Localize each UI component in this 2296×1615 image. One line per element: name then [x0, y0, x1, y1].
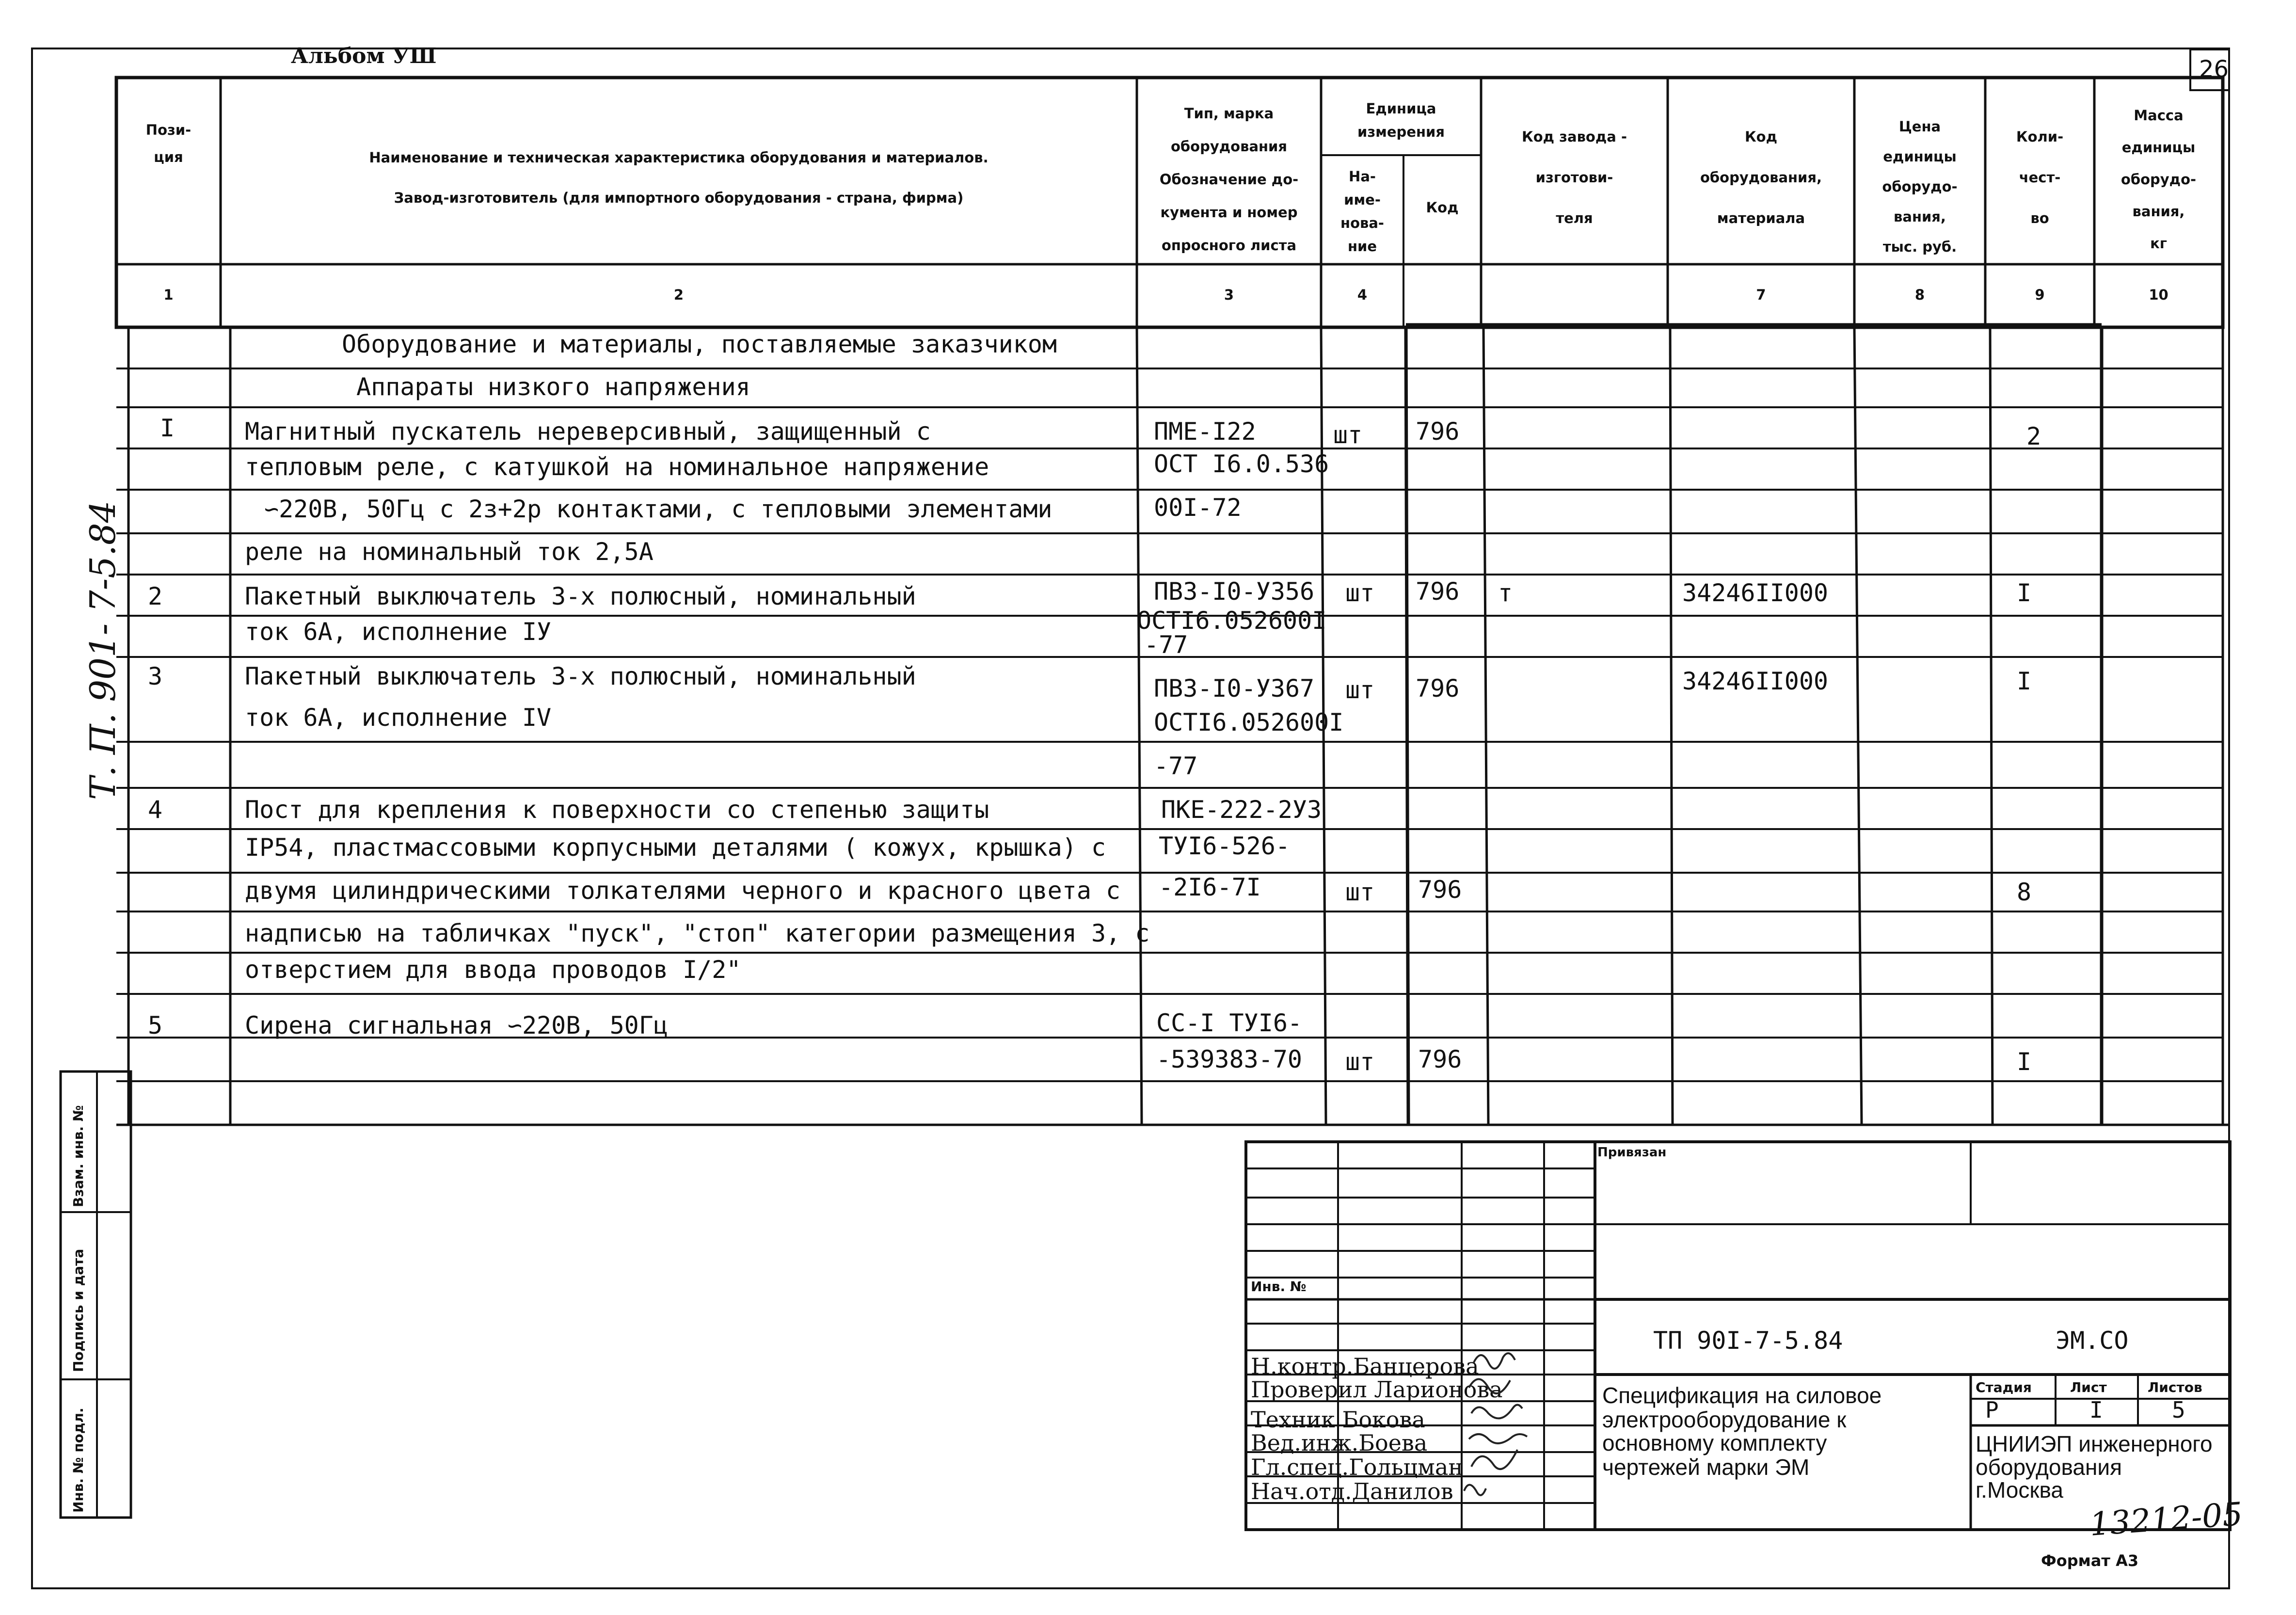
stamp-person-6: Нач.отд.Данилов	[1251, 1478, 1453, 1504]
stamp-title-line2: электрооборудование к	[1602, 1407, 1847, 1432]
row4-type2: ТУI6-526-	[1159, 832, 1290, 860]
row3-line2: ток 6А, исполнение IV	[245, 704, 552, 732]
row4-type1: ПКЕ-222-2УЗ	[1161, 796, 1322, 824]
stamp-doc-code: ТП 90I-7-5.84	[1653, 1327, 1843, 1355]
stamp-title-line1: Спецификация на силовое	[1602, 1383, 1882, 1408]
col-number-4: 4	[1357, 287, 1368, 303]
row4-line4: надписью на табличках "пуск", "стоп" категории размещения 3, с	[245, 919, 1150, 947]
row2-material-code: 34246II000	[1682, 579, 1829, 607]
col-number-10: 10	[2149, 287, 2168, 303]
side-label-vzam-inv: Взам. инв. №	[70, 1105, 86, 1207]
row2-type3: -77	[1144, 631, 1188, 659]
album-title: Альбом УШ	[291, 44, 437, 68]
col-number-1: 1	[163, 287, 174, 303]
row2-position: 2	[148, 582, 163, 610]
row1-line4: реле на номинальный ток 2,5А	[245, 538, 654, 566]
col-number-7: 7	[1756, 287, 1766, 303]
section-title-low-voltage: Аппараты низкого напряжения	[356, 373, 750, 401]
row1-code: 796	[1416, 417, 1460, 446]
stamp-person-5: Гл.спец.Гольцман	[1251, 1454, 1464, 1480]
row4-type3: -2I6-7I	[1159, 873, 1261, 901]
stamp-sheet-label: Лист	[2070, 1379, 2107, 1395]
stamp-person-3: Техник Бокова	[1251, 1407, 1425, 1433]
row1-unit: шт	[1333, 421, 1363, 449]
row4-qty: 8	[2017, 878, 2032, 906]
row5-code: 796	[1418, 1045, 1462, 1073]
stamp-org-line2: оборудования	[1976, 1455, 2122, 1480]
row1-qty: 2	[2026, 422, 2041, 450]
side-label-inv-podl: Инв. № подл.	[70, 1407, 86, 1513]
stamp-person-1: Н.контр.Банцерова	[1251, 1353, 1479, 1379]
row5-line1: Сирена сигнальная ∽220В, 50Гц	[245, 1011, 668, 1039]
row1-type3: 00I-72	[1154, 494, 1242, 522]
row4-line1: Пост для крепления к поверхности со степенью защиты	[245, 796, 989, 824]
stamp-stage-label: Стадия	[1976, 1379, 2032, 1395]
row3-code: 796	[1416, 674, 1460, 703]
col-number-3: 3	[1224, 287, 1234, 303]
header-col2: Наименование и техническая характеристика оборудования и материалов. Завод-изготовитель (для импортного оборудования - страна, фирма)	[369, 149, 989, 206]
archive-number: 13212-05	[2088, 1495, 2244, 1543]
row1-line3: ∽220В, 50Гц с 2з+2р контактами, с тепловыми элементами	[264, 495, 1052, 523]
header-col8: Цена единицы оборудо- вания, тыс. руб.	[1882, 118, 1958, 255]
row4-unit: шт	[1345, 878, 1375, 906]
row3-type3: -77	[1154, 752, 1198, 780]
header-col4-group: Единица измерения	[1357, 100, 1445, 140]
row1-type1: ПМЕ-I22	[1154, 417, 1256, 446]
row2-type1: ПВЗ-I0-У356	[1154, 577, 1315, 606]
row5-qty: I	[2017, 1048, 2032, 1076]
row3-position: 3	[148, 662, 163, 690]
row2-qty: I	[2017, 579, 2032, 607]
header-col7: Код оборудования, материала	[1700, 128, 1822, 226]
stamp-org-line3: г.Москва	[1976, 1477, 2063, 1503]
row1-line1: Магнитный пускатель нереверсивный, защищенный с	[245, 417, 931, 446]
header-col1: Пози- ция	[145, 122, 191, 165]
stamp-person-4: Вед.инж.Боева	[1251, 1430, 1428, 1456]
row3-type2: ОСТI6.052600I	[1154, 708, 1344, 736]
row3-material-code: 34246II000	[1682, 667, 1829, 695]
stamp-doc-mark: ЭМ.СО	[2056, 1327, 2129, 1355]
row4-line3: двумя цилиндрическими толкателями черного и красного цвета с	[245, 877, 1121, 905]
row5-type2: -539383-70	[1156, 1045, 1303, 1073]
header-col9: Коли- чест- во	[2016, 128, 2064, 226]
stamp-org-line1: ЦНИИЭП инженерного	[1976, 1431, 2213, 1456]
header-col5: Код	[1426, 199, 1459, 216]
row4-position: 4	[148, 796, 163, 824]
row3-qty: I	[2017, 667, 2032, 695]
stamp-title-line3: основному комплекту	[1602, 1430, 1827, 1455]
format-label: Формат А3	[2041, 1551, 2139, 1570]
row5-type1: СС-I ТУI6-	[1156, 1009, 1303, 1037]
row3-unit: шт	[1345, 676, 1375, 704]
stamp-title-line4: чертежей марки ЭМ	[1602, 1455, 1810, 1480]
header-col3: Тип, марка оборудования Обозначение до- кумента и номер опросного листа	[1159, 105, 1299, 254]
stamp-privyazan: Привязан	[1597, 1145, 1667, 1160]
row4-line5: отверстием для ввода проводов I/2"	[245, 956, 741, 984]
header-col4: На- име- нова- ние	[1340, 168, 1384, 255]
side-label-signature-date: Подпись и дата	[70, 1248, 86, 1372]
row2-type2: ОСТI6.052600I	[1137, 607, 1327, 635]
row1-position: I	[160, 414, 175, 442]
stamp-sheets-label: Листов	[2148, 1379, 2202, 1395]
row2-code: 796	[1416, 577, 1460, 606]
stamp-stage: Р	[1985, 1397, 1999, 1423]
header-col10: Масса единицы оборудо- вания, кг	[2121, 107, 2197, 252]
section-title-customer: Оборудование и материалы, поставляемые заказчиком	[342, 330, 1057, 358]
row3-type1: ПВЗ-I0-У367	[1154, 674, 1315, 703]
col-number-9: 9	[2035, 287, 2045, 303]
stamp-inv-no: Инв. №	[1251, 1279, 1307, 1295]
stamp-sheets: 5	[2172, 1397, 2185, 1423]
row2-unit: шт	[1345, 579, 1375, 607]
col-number-2: 2	[673, 287, 684, 303]
row4-code: 796	[1418, 876, 1462, 904]
page-number: 26	[2199, 56, 2229, 83]
row5-unit: шт	[1345, 1048, 1375, 1076]
header-col6: Код завода - изготови- теля	[1522, 128, 1627, 226]
row2-line1: Пакетный выключатель 3-х полюсный, номинальный	[245, 582, 916, 610]
row2-line2: ток 6А, исполнение IУ	[245, 618, 552, 646]
row2-factory: т	[1498, 579, 1513, 607]
stamp-person-2: Проверил Ларионова	[1251, 1376, 1503, 1403]
col-number-8: 8	[1914, 287, 1925, 303]
row4-line2: IР54, пластмассовыми корпусными деталями ( кожух, крышка) с	[245, 833, 1106, 862]
row5-position: 5	[148, 1011, 163, 1039]
side-code: Т. П. 901- 7-5.84	[82, 500, 123, 800]
row1-type2: ОСТ I6.0.536	[1154, 450, 1329, 478]
stamp-sheet: I	[2089, 1397, 2103, 1423]
row1-line2: тепловым реле, с катушкой на номинальное напряжение	[245, 453, 989, 481]
row3-line1: Пакетный выключатель 3-х полюсный, номинальный	[245, 662, 916, 690]
